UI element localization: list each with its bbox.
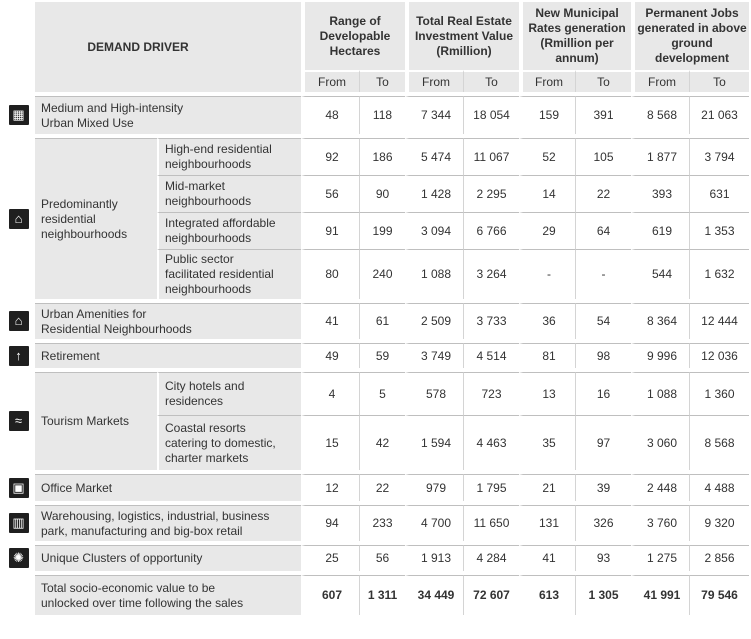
sub-label: charter markets [165,450,249,465]
cell-value: 54 [575,303,631,339]
cell-value: 93 [575,545,631,571]
cell-value: 1 353 [689,212,749,249]
sub-label: High-end residential [165,142,272,156]
briefcase-icon: ▣ [9,478,29,498]
sub-from: From [301,70,359,92]
cell-value: 2 295 [463,175,519,212]
cell-value: 41 [301,303,359,339]
row-retirement [2,343,749,368]
row-warehousing [2,505,749,541]
header-jobs: Permanent Jobs generated in above ground development [631,2,749,70]
cell-value: 39 [575,474,631,501]
row-label: Medium and High-intensity [41,100,184,115]
total-value: 72 607 [463,575,519,615]
cell-value: 131 [519,505,575,541]
cell-value: 391 [575,96,631,134]
total-value: 1 305 [575,575,631,615]
cell-value: 4 488 [689,474,749,501]
total-label: Total socio-economic value to be [41,580,216,595]
cell-value: 6 766 [463,212,519,249]
cell-value: 1 632 [689,249,749,299]
row-office [2,474,749,501]
cell-value: 14 [519,175,575,212]
sub-to: To [575,70,631,92]
cell-value: 4 463 [463,415,519,470]
sub-label: neighbourhoods [165,231,252,245]
sub-label: residences [165,394,224,408]
cell-value: 22 [359,474,405,501]
row-clusters [2,545,749,571]
cell-value: 393 [631,175,689,212]
row-label: Tourism Markets [41,414,130,428]
cell-value: 15 [301,415,359,470]
cell-value: 8 568 [689,415,749,470]
cell-value: 5 474 [405,138,463,175]
cell-value: 80 [301,249,359,299]
cell-value: 61 [359,303,405,339]
cell-value: 3 794 [689,138,749,175]
sub-label: neighbourhoods [165,194,252,208]
cell-value: 240 [359,249,405,299]
cell-value: 631 [689,175,749,212]
row-residential-high-end [2,138,749,175]
sub-label: neighbourhoods [165,282,252,296]
cell-value: 64 [575,212,631,249]
row-label: Unique Clusters of opportunity [41,551,203,565]
cell-value: 92 [301,138,359,175]
sub-to: To [463,70,519,92]
sub-label: Public sector [165,252,234,266]
cell-value: 52 [519,138,575,175]
total-label: unlocked over time following the sales [41,595,244,610]
cell-value: 3 060 [631,415,689,470]
cell-value: 1 913 [405,545,463,571]
total-value: 34 449 [405,575,463,615]
sub-label: neighbourhoods [165,157,252,171]
cell-value: 36 [519,303,575,339]
cell-value: 979 [405,474,463,501]
cell-value: 22 [575,175,631,212]
factory-icon: ▥ [9,513,29,533]
cell-value: 41 [519,545,575,571]
cell-value: 2 448 [631,474,689,501]
cell-value: 9 320 [689,505,749,541]
lightbulb-icon: ✺ [9,548,29,568]
cell-value: 8 568 [631,96,689,134]
cell-value: 12 [301,474,359,501]
sub-to: To [359,70,405,92]
boat-icon: ≈ [9,411,29,431]
sub-label: Mid-market [165,179,226,193]
sub-label: City hotels and [165,379,245,393]
row-total [2,575,749,615]
sub-from: From [519,70,575,92]
cell-value: 9 996 [631,343,689,368]
row-label: residential [41,211,96,226]
cell-value: 59 [359,343,405,368]
row-label: neighbourhoods [41,226,128,241]
cell-value: 1 428 [405,175,463,212]
cell-value: 723 [463,372,519,415]
arrow-up-icon: ↑ [9,346,29,366]
cell-value: 4 514 [463,343,519,368]
cell-value: 233 [359,505,405,541]
sub-label: Coastal resorts [165,420,246,435]
cell-value: 3 749 [405,343,463,368]
row-amenities [2,303,749,339]
cell-value: 21 063 [689,96,749,134]
cell-value: 4 284 [463,545,519,571]
cell-value: 11 650 [463,505,519,541]
cell-value: 21 [519,474,575,501]
cell-value: 56 [359,545,405,571]
cell-value: 12 036 [689,343,749,368]
cell-value: 1 877 [631,138,689,175]
header-rates: New Municipal Rates generation (Rmillion per annum) [519,2,631,70]
building-icon: ▦ [9,105,29,125]
cell-value: 8 364 [631,303,689,339]
cell-value: 11 067 [463,138,519,175]
cell-value: 48 [301,96,359,134]
row-label: Urban Mixed Use [41,115,134,130]
row-label: Residential Neighbourhoods [41,321,192,336]
row-label: Predominantly [41,196,118,211]
house-amenities-icon: ⌂ [9,311,29,331]
sub-label: catering to domestic, [165,435,276,450]
row-label: Retirement [41,348,100,363]
cell-value: 91 [301,212,359,249]
row-tourism-city-hotels [2,372,749,415]
cell-value: 1 795 [463,474,519,501]
cell-value: 42 [359,415,405,470]
cell-value: 81 [519,343,575,368]
cell-value: - [575,249,631,299]
cell-value: 118 [359,96,405,134]
house-icon: ⌂ [9,209,29,229]
cell-value: 2 509 [405,303,463,339]
row-mixed-use [2,96,749,134]
total-value: 79 546 [689,575,749,615]
cell-value: 3 264 [463,249,519,299]
cell-value: 4 [301,372,359,415]
row-label: Urban Amenities for [41,306,147,321]
cell-value: 49 [301,343,359,368]
cell-value: 3 094 [405,212,463,249]
cell-value: 90 [359,175,405,212]
cell-value: 3 760 [631,505,689,541]
cell-value: 619 [631,212,689,249]
cell-value: 5 [359,372,405,415]
demand-driver-table [2,2,749,615]
row-label: park, manufacturing and big-box retail [41,523,243,538]
cell-value: 4 700 [405,505,463,541]
cell-value: 2 856 [689,545,749,571]
cell-value: - [519,249,575,299]
cell-value: 35 [519,415,575,470]
cell-value: 29 [519,212,575,249]
cell-value: 186 [359,138,405,175]
cell-value: 56 [301,175,359,212]
cell-value: 1 088 [631,372,689,415]
cell-value: 7 344 [405,96,463,134]
cell-value: 1 594 [405,415,463,470]
cell-value: 98 [575,343,631,368]
sub-label: Integrated affordable [165,216,276,230]
sub-from: From [631,70,689,92]
cell-value: 12 444 [689,303,749,339]
header-investment: Total Real Estate Investment Value (Rmillion) [405,2,519,70]
cell-value: 13 [519,372,575,415]
cell-value: 1 275 [631,545,689,571]
cell-value: 3 733 [463,303,519,339]
sub-label: facilitated residential [165,267,274,281]
total-value: 607 [301,575,359,615]
header-demand-driver: DEMAND DRIVER [2,2,301,92]
cell-value: 1 360 [689,372,749,415]
cell-value: 105 [575,138,631,175]
cell-value: 1 088 [405,249,463,299]
total-value: 41 991 [631,575,689,615]
cell-value: 326 [575,505,631,541]
cell-value: 97 [575,415,631,470]
cell-value: 94 [301,505,359,541]
cell-value: 18 054 [463,96,519,134]
sub-to: To [689,70,749,92]
header-hectares: Range of Developable Hectares [301,2,405,70]
row-label: Warehousing, logistics, industrial, business [41,508,270,523]
cell-value: 25 [301,545,359,571]
sub-from: From [405,70,463,92]
row-label: Office Market [41,480,113,495]
cell-value: 578 [405,372,463,415]
total-value: 1 311 [359,575,405,615]
cell-value: 159 [519,96,575,134]
cell-value: 544 [631,249,689,299]
total-value: 613 [519,575,575,615]
cell-value: 16 [575,372,631,415]
cell-value: 199 [359,212,405,249]
